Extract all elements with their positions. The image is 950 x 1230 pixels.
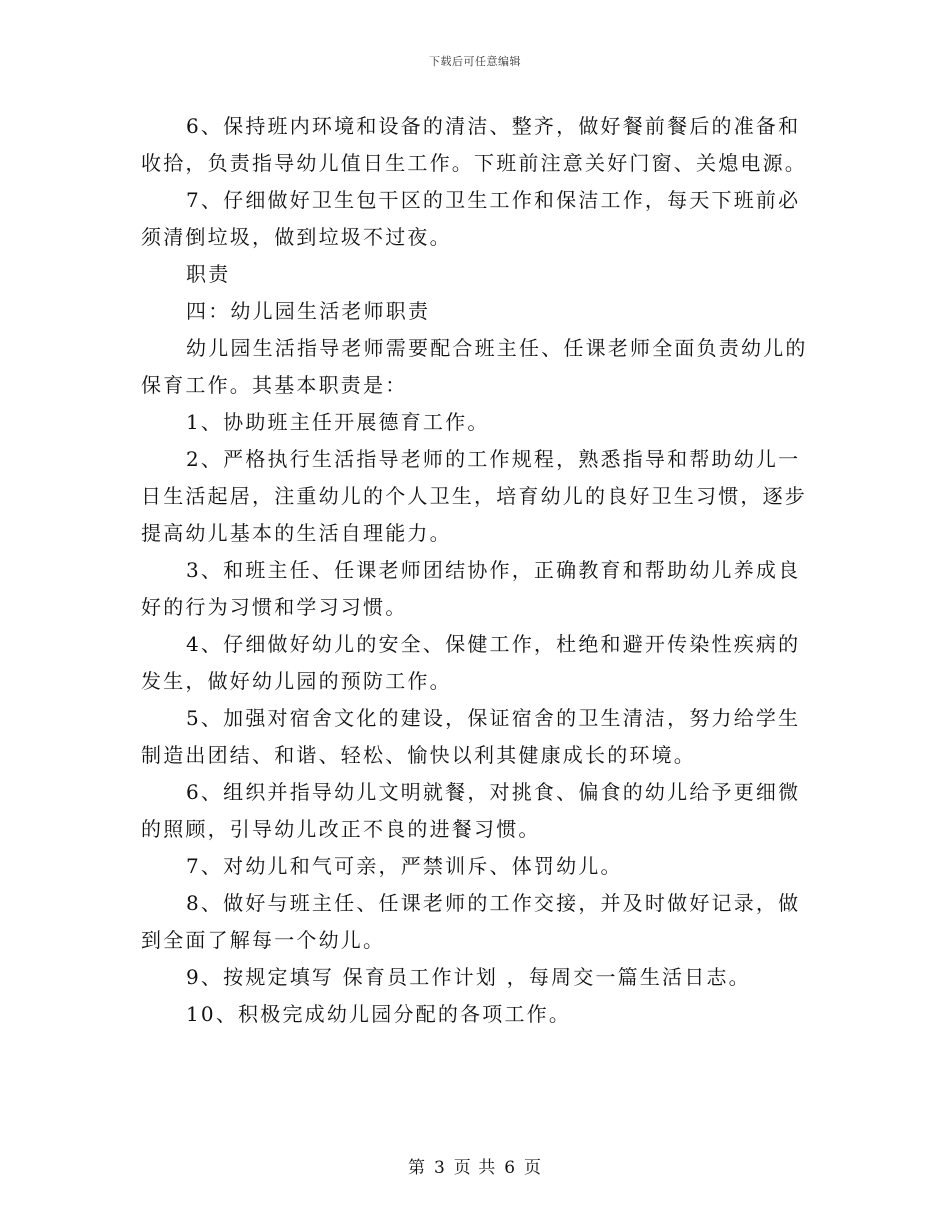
list-item-2: 2、严格执行生活指导老师的工作规程，熟悉指导和帮助幼儿一日生活起居，注重幼儿的个人卫生，培育幼儿的良好卫生习惯，逐步提高幼儿基本的生活自理能力。 [141, 447, 807, 545]
paragraph-intro: 幼儿园生活指导老师需要配合班主任、任课老师全面负责幼儿的保育工作。其基本职责是： [141, 336, 808, 397]
page-footer [0, 1153, 950, 1178]
page-header: 下载后可任意编辑 [429, 55, 521, 68]
list-item-8: 8、做好与班主任、任课老师的工作交接，并及时做好记录，做到全面了解每一个幼儿。 [141, 891, 801, 952]
paragraph-item-7-hygiene-zone: 7、仔细做好卫生包干区的卫生工作和保洁工作，每天下班前必须清倒垃圾，做到垃圾不过夜。 [141, 188, 801, 249]
list-item-3: 3、和班主任、任课老师团结协作，正确教育和帮助幼儿养成良好的行为习惯和学习习惯。 [141, 558, 801, 619]
list-item-10: 10、积极完成幼儿园分配的各项工作。 [186, 1002, 572, 1026]
list-item-5: 5、加强对宿舍文化的建设，保证宿舍的卫生清洁，努力给学生制造出团结、和谐、轻松、愉快以利其健康成长的环境。 [141, 706, 801, 767]
paragraph-item-6-cleanliness: 6、保持班内环境和设备的清洁、整齐，做好餐前餐后的准备和收拾，负责指导幼儿值日生工作。下班前注意关好门窗、关熄电源。 [141, 114, 807, 175]
page-label-suffix: 页 [524, 1158, 543, 1178]
page-label-prefix: 第 [407, 1158, 426, 1178]
list-item-4: 4、仔细做好幼儿的安全、保健工作，杜绝和避开传染性疾病的发生，做好幼儿园的预防工作。 [141, 632, 801, 693]
section-heading: 四：幼儿园生活老师职责 [186, 299, 431, 323]
list-item-1: 1、协助班主任开展德育工作。 [186, 410, 490, 434]
current-page-number: 3 [433, 1158, 446, 1178]
list-item-6: 6、组织并指导幼儿文明就餐，对挑食、偏食的幼儿给予更细微的照顾，引导幼儿改正不良的进餐习惯。 [141, 780, 801, 841]
document-body [141, 108, 809, 1033]
total-pages-number: 6 [504, 1158, 517, 1178]
list-item-7: 7、对幼儿和气可亲，严禁训斥、体罚幼儿。 [186, 854, 623, 878]
page-label-mid: 页 共 [453, 1158, 497, 1178]
list-item-9: 9、按规定填写 保育员工作计划 ，每周交一篇生活日志。 [186, 965, 751, 989]
paragraph-duties-label: 职责 [186, 262, 231, 286]
